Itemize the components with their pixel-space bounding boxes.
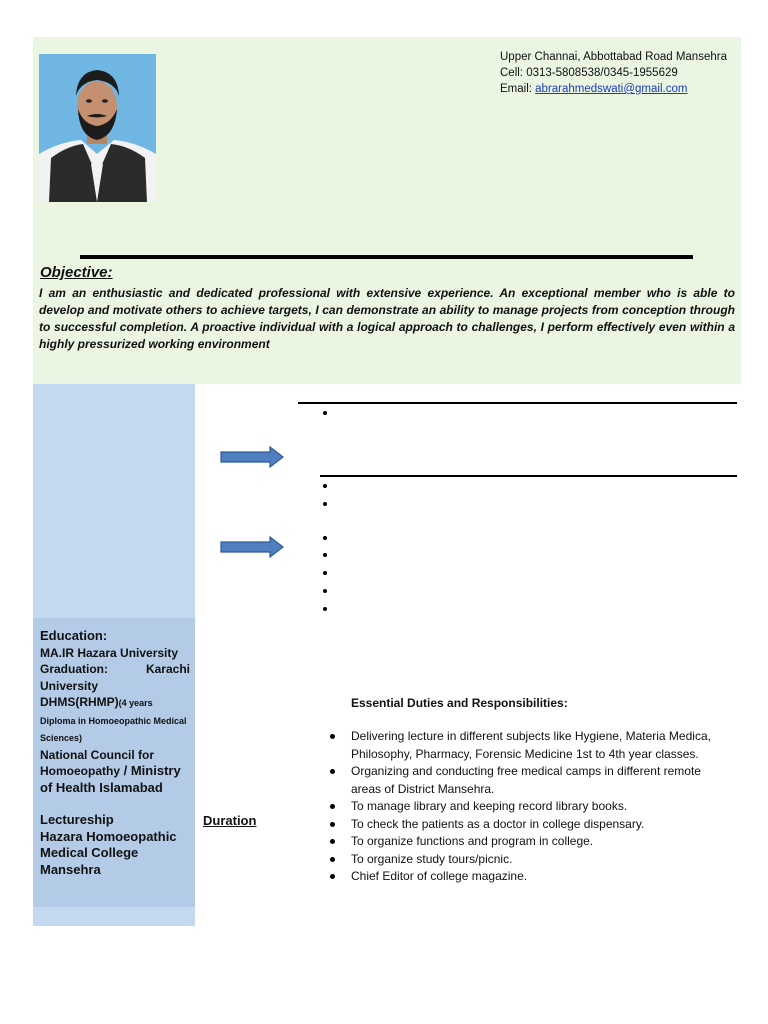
bullet-icon [330,857,335,862]
duty-text: To manage library and keeping record library books. [351,799,628,813]
lectureship-line-1: Hazara Homoeopathic [40,828,177,844]
bullet-marker [323,589,327,593]
education-graduation [40,661,190,678]
bullet-marker [323,484,327,488]
bullet-marker [323,502,327,506]
email-row [500,81,727,97]
objective-text: I am an enthusiastic and dedicated professional with extensive experience. An exceptional member who is able to develop and motivate others to achieve targets, I can demonstrate an ability to manage projects from conception through to successful completion. A proactive individual with a logical approach to challenges, I perform effectively even within a highly pressurized working environment [39,286,735,351]
list-item [329,763,729,798]
lectureship-title: Lectureship [40,812,114,827]
council-ministry: / Ministry of Health Islamabad [40,763,181,795]
dhms-note: (4 years Diploma in Homoeopathic Medical Sciences) [40,698,187,743]
lectureship-line-3: Mansehra [40,861,101,877]
list-item [329,816,729,834]
profile-photo [39,54,156,202]
bullet-marker [323,571,327,575]
education-ma: MA.IR Hazara University [40,645,179,660]
duty-text: To organize functions and program in college. [351,834,594,848]
bullet-marker [323,553,327,557]
council-name: National Council for Homoeopathy [40,747,154,778]
duty-text: To check the patients as a doctor in college dispensary. [351,816,645,831]
lectureship-line-2: Medical College [40,845,139,860]
cell-number: Cell: 0313-5808538/0345-1955629 [500,67,678,79]
bullet-icon [330,839,335,844]
bullet-icon [330,874,335,879]
address: Upper Channai, Abbottabad Road Mansehra [500,51,727,63]
list-item [329,833,729,851]
header-divider [80,255,693,259]
side-panel-bottom [33,907,195,926]
education-council [40,747,190,797]
graduation-cont: University [40,678,99,693]
bullet-icon [330,769,335,774]
right-arrow-icon [220,446,284,468]
education-block [40,628,190,878]
bullet-icon [330,804,335,809]
list-item [329,728,729,763]
duties-list [329,728,729,886]
duty-text: To organize study tours/picnic. [351,851,513,866]
bullet-marker [323,411,327,415]
dhms-title: DHMS(RHMP) [40,695,119,709]
bullet-icon [330,734,335,739]
side-panel-top [33,384,195,618]
duty-text: Organizing and conducting free medical camps in different remote areas of District Mansehra. [351,764,701,796]
education-dhms [40,694,190,747]
bullet-icon [330,822,335,827]
objective-heading: Objective: [40,264,113,281]
duties-heading: Essential Duties and Responsibilities: [351,696,568,710]
graduation-label: Graduation: [40,662,108,676]
email-link[interactable]: abrarahmedswati@gmail.com [535,83,688,95]
right-arrow-icon [220,536,284,558]
bullet-marker [323,607,327,611]
graduation-value: Karachi [145,662,190,676]
list-item [329,851,729,869]
education-heading: Education: [40,628,108,643]
duty-text: Chief Editor of college magazine. [351,869,528,883]
list-item [329,868,729,886]
email-label: Email: [500,83,536,95]
duty-text: Delivering lecture in different subjects like Hygiene, Materia Medica, Philosophy, Pharmacy, Forensic Medicine 1st to 4th year classes. [351,729,711,761]
list-item [329,798,729,816]
section-rule [298,402,737,404]
bullet-marker [323,536,327,540]
section-rule [320,475,737,477]
contact-block [500,49,727,97]
duration-label: Duration [203,813,257,828]
